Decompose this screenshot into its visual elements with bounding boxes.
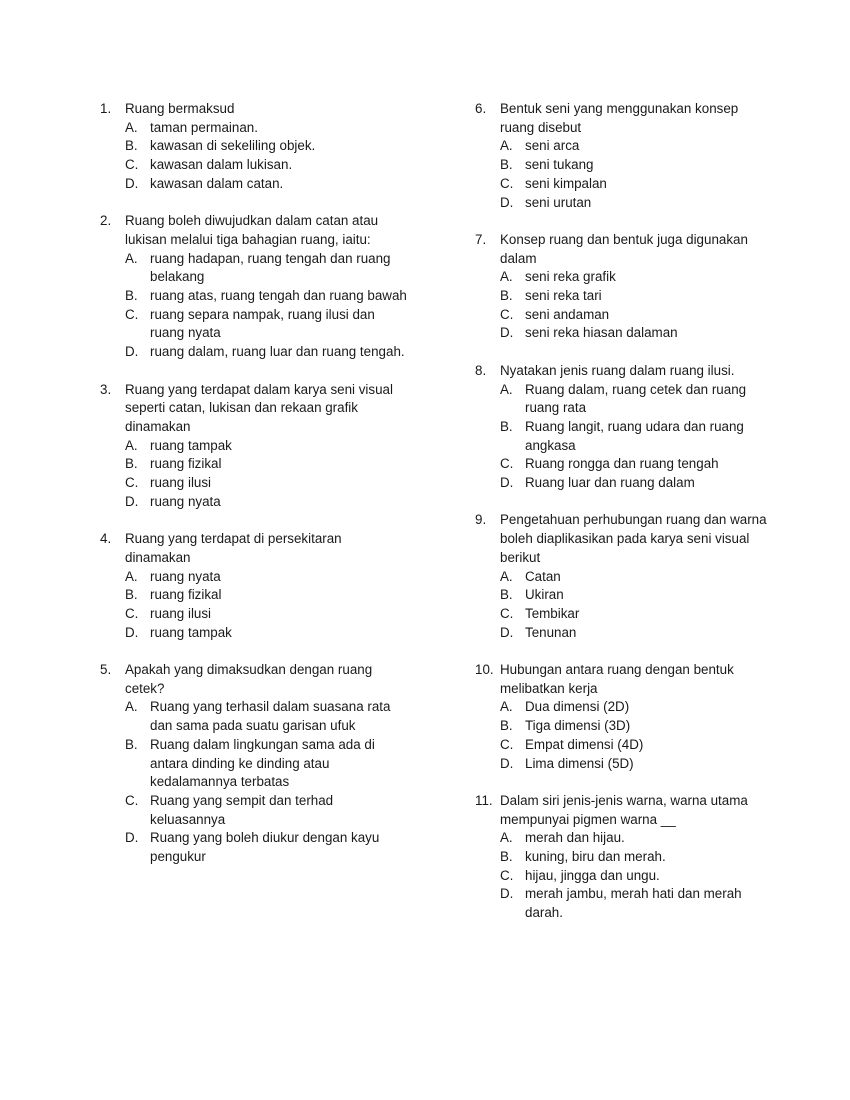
option-text: ruang tampak xyxy=(150,437,232,453)
question-text: Apakah yang dimaksudkan dengan ruang cetek? xyxy=(125,662,373,696)
question-6 xyxy=(475,100,775,212)
option-text: ruang atas, ruang tengah dan ruang bawah xyxy=(150,288,407,304)
option-label: A. xyxy=(125,568,138,584)
option-c xyxy=(475,736,775,755)
question-stem xyxy=(100,212,410,249)
question-1 xyxy=(100,100,410,194)
option-d xyxy=(100,829,410,866)
option-d xyxy=(100,343,410,362)
option-c xyxy=(475,605,775,624)
option-text: Tembikar xyxy=(525,605,580,621)
question-10 xyxy=(475,661,775,773)
question-stem xyxy=(100,661,410,698)
left-column xyxy=(100,100,410,885)
option-text: seni kimpalan xyxy=(525,175,607,191)
option-d xyxy=(475,194,775,213)
option-label: B. xyxy=(500,587,513,603)
option-d xyxy=(475,885,775,922)
option-text: seni andaman xyxy=(525,306,610,322)
option-text: ruang ilusi xyxy=(150,475,212,491)
option-text: ruang fizikal xyxy=(150,456,222,472)
question-text: Bentuk seni yang menggunakan konsep ruang disebut xyxy=(500,101,739,135)
option-label: C. xyxy=(500,736,514,752)
question-3 xyxy=(100,381,410,512)
option-b xyxy=(100,586,410,605)
option-b xyxy=(100,137,410,156)
option-label: D. xyxy=(125,493,139,509)
option-text: Tenunan xyxy=(525,624,577,640)
question-number: 6. xyxy=(475,101,487,116)
option-a xyxy=(475,568,775,587)
question-number: 7. xyxy=(475,231,487,247)
option-label: B. xyxy=(500,718,513,734)
option-text: Ruang luar dan ruang dalam xyxy=(525,475,695,491)
option-label: B. xyxy=(500,849,513,865)
option-text: ruang separa nampak, ruang ilusi dan ruang nyata xyxy=(150,306,375,341)
question-8 xyxy=(475,362,775,493)
option-text: ruang ilusi xyxy=(150,605,212,621)
question-number: 3. xyxy=(100,381,112,397)
question-number: 1. xyxy=(100,101,112,116)
option-label: A. xyxy=(125,119,138,135)
question-number: 2. xyxy=(100,213,112,229)
option-text: kawasan di sekeliling objek. xyxy=(150,138,316,154)
question-2 xyxy=(100,212,410,362)
option-label: D. xyxy=(500,475,514,491)
option-label: B. xyxy=(500,157,513,173)
option-text: ruang fizikal xyxy=(150,587,222,603)
option-c xyxy=(100,792,410,829)
option-label: D. xyxy=(500,624,514,640)
option-label: C. xyxy=(500,456,514,472)
option-text: Ruang yang boleh diukur dengan kayu pengukur xyxy=(150,830,380,865)
option-d xyxy=(475,474,775,493)
question-4 xyxy=(100,530,410,642)
option-label: D. xyxy=(125,175,139,191)
option-label: A. xyxy=(500,138,513,154)
option-text: Ruang langit, ruang udara dan ruang angkasa xyxy=(525,418,744,453)
option-b xyxy=(475,848,775,867)
question-stem xyxy=(475,511,775,567)
option-d xyxy=(100,175,410,194)
option-b xyxy=(475,287,775,306)
option-a xyxy=(475,268,775,287)
question-text: Ruang yang terdapat di persekitaran dinamakan xyxy=(125,531,342,565)
question-number: 10. xyxy=(475,662,494,678)
option-text: ruang hadapan, ruang tengah dan ruang belakang xyxy=(150,250,391,285)
option-c xyxy=(475,306,775,325)
option-text: ruang dalam, ruang luar dan ruang tengah. xyxy=(150,344,405,360)
question-5 xyxy=(100,661,410,867)
option-b xyxy=(475,586,775,605)
question-number: 4. xyxy=(100,531,112,547)
option-text: Ruang rongga dan ruang tengah xyxy=(525,456,719,472)
option-a xyxy=(475,381,775,418)
option-b xyxy=(100,736,410,792)
question-number: 9. xyxy=(475,512,487,528)
option-text: kuning, biru dan merah. xyxy=(525,849,666,865)
question-9 xyxy=(475,511,775,642)
option-b xyxy=(475,418,775,455)
question-text: Ruang yang terdapat dalam karya seni visual seperti catan, lukisan dan rekaan grafik dinamakan xyxy=(125,381,393,434)
option-text: Ruang yang terhasil dalam suasana rata dan sama pada suatu garisan ufuk xyxy=(150,699,391,734)
option-d xyxy=(100,624,410,643)
option-c xyxy=(475,867,775,886)
option-label: B. xyxy=(125,736,138,752)
option-label: D. xyxy=(500,886,514,902)
option-label: C. xyxy=(500,175,514,191)
option-text: Ruang yang sempit dan terhad keluasannya xyxy=(150,792,334,827)
question-stem xyxy=(475,792,775,829)
option-text: seni tukang xyxy=(525,157,594,173)
option-text: ruang nyata xyxy=(150,493,221,509)
option-text: Catan xyxy=(525,568,561,584)
option-text: kawasan dalam catan. xyxy=(150,175,284,191)
option-text: ruang nyata xyxy=(150,568,221,584)
option-c xyxy=(100,605,410,624)
option-a xyxy=(100,568,410,587)
option-label: D. xyxy=(500,194,514,210)
option-label: A. xyxy=(125,437,138,453)
option-label: C. xyxy=(125,605,139,621)
option-label: B. xyxy=(125,138,138,154)
question-stem xyxy=(100,530,410,567)
option-label: D. xyxy=(500,755,514,771)
option-text: kawasan dalam lukisan. xyxy=(150,157,293,173)
option-c xyxy=(475,175,775,194)
option-label: C. xyxy=(125,475,139,491)
option-label: B. xyxy=(125,456,138,472)
option-label: B. xyxy=(125,587,138,603)
question-stem xyxy=(100,100,410,119)
option-text: Empat dimensi (4D) xyxy=(525,736,644,752)
question-stem xyxy=(475,661,775,698)
question-stem xyxy=(475,362,775,381)
option-d xyxy=(475,755,775,774)
option-text: Tiga dimensi (3D) xyxy=(525,718,631,734)
option-text: Ruang dalam lingkungan sama ada di antara dinding ke dinding atau kedalamannya terbatas xyxy=(150,736,375,790)
option-label: A. xyxy=(500,381,513,397)
question-7 xyxy=(475,231,775,343)
question-number: 5. xyxy=(100,662,112,678)
option-c xyxy=(100,474,410,493)
option-text: seni reka grafik xyxy=(525,269,616,285)
question-text: Ruang boleh diwujudkan dalam catan atau lukisan melalui tiga bahagian ruang, iaitu: xyxy=(125,213,379,247)
option-label: A. xyxy=(500,830,513,846)
option-label: A. xyxy=(125,250,138,266)
option-b xyxy=(475,717,775,736)
option-label: B. xyxy=(500,418,513,434)
question-stem xyxy=(475,100,775,137)
option-b xyxy=(475,156,775,175)
question-stem xyxy=(475,231,775,268)
option-b xyxy=(100,455,410,474)
option-c xyxy=(475,455,775,474)
question-text: Konsep ruang dan bentuk juga digunakan dalam xyxy=(500,231,748,266)
option-text: Dua dimensi (2D) xyxy=(525,699,630,715)
option-label: C. xyxy=(500,867,514,883)
option-label: C. xyxy=(125,792,139,808)
option-text: seni urutan xyxy=(525,194,592,210)
right-column xyxy=(475,100,775,942)
option-a xyxy=(100,437,410,456)
option-d xyxy=(100,493,410,512)
question-text: Pengetahuan perhubungan ruang dan warna boleh diaplikasikan pada karya seni visual berikut xyxy=(500,512,767,565)
option-label: B. xyxy=(125,288,138,304)
option-label: D. xyxy=(125,624,139,640)
option-a xyxy=(475,698,775,717)
option-label: C. xyxy=(500,605,514,621)
option-b xyxy=(100,287,410,306)
question-text: Dalam siri jenis-jenis warna, warna utama mempunyai pigmen warna __ xyxy=(500,792,748,827)
option-label: C. xyxy=(125,306,139,322)
option-a xyxy=(475,137,775,156)
option-label: D. xyxy=(125,830,139,846)
question-text: Ruang bermaksud xyxy=(125,101,235,116)
option-label: C. xyxy=(500,306,514,322)
question-stem xyxy=(100,381,410,437)
option-text: Ruang dalam, ruang cetek dan ruang ruang rata xyxy=(525,381,747,416)
option-text: merah dan hijau. xyxy=(525,830,625,846)
question-11 xyxy=(475,792,775,923)
option-c xyxy=(100,306,410,343)
option-label: D. xyxy=(125,344,139,360)
question-number: 8. xyxy=(475,362,487,378)
option-label: D. xyxy=(500,325,514,341)
question-text: Hubungan antara ruang dengan bentuk melibatkan kerja xyxy=(500,662,734,696)
option-a xyxy=(475,829,775,848)
option-text: merah jambu, merah hati dan merah darah. xyxy=(525,886,742,921)
option-label: A. xyxy=(500,269,513,285)
option-label: B. xyxy=(500,288,513,304)
option-d xyxy=(475,324,775,343)
option-text: seni arca xyxy=(525,138,580,154)
option-c xyxy=(100,156,410,175)
option-label: A. xyxy=(500,699,513,715)
option-label: A. xyxy=(125,699,138,715)
option-text: hijau, jingga dan ungu. xyxy=(525,867,660,883)
option-d xyxy=(475,624,775,643)
option-text: taman permainan. xyxy=(150,119,258,135)
option-text: ruang tampak xyxy=(150,624,232,640)
question-number: 11. xyxy=(475,792,493,808)
option-text: seni reka tari xyxy=(525,288,602,304)
option-text: Ukiran xyxy=(525,587,564,603)
option-a xyxy=(100,250,410,287)
option-a xyxy=(100,698,410,735)
option-text: Lima dimensi (5D) xyxy=(525,755,634,771)
option-a xyxy=(100,119,410,138)
option-label: A. xyxy=(500,568,513,584)
question-text: Nyatakan jenis ruang dalam ruang ilusi. xyxy=(500,362,735,378)
option-text: seni reka hiasan dalaman xyxy=(525,325,678,341)
option-label: C. xyxy=(125,157,139,173)
